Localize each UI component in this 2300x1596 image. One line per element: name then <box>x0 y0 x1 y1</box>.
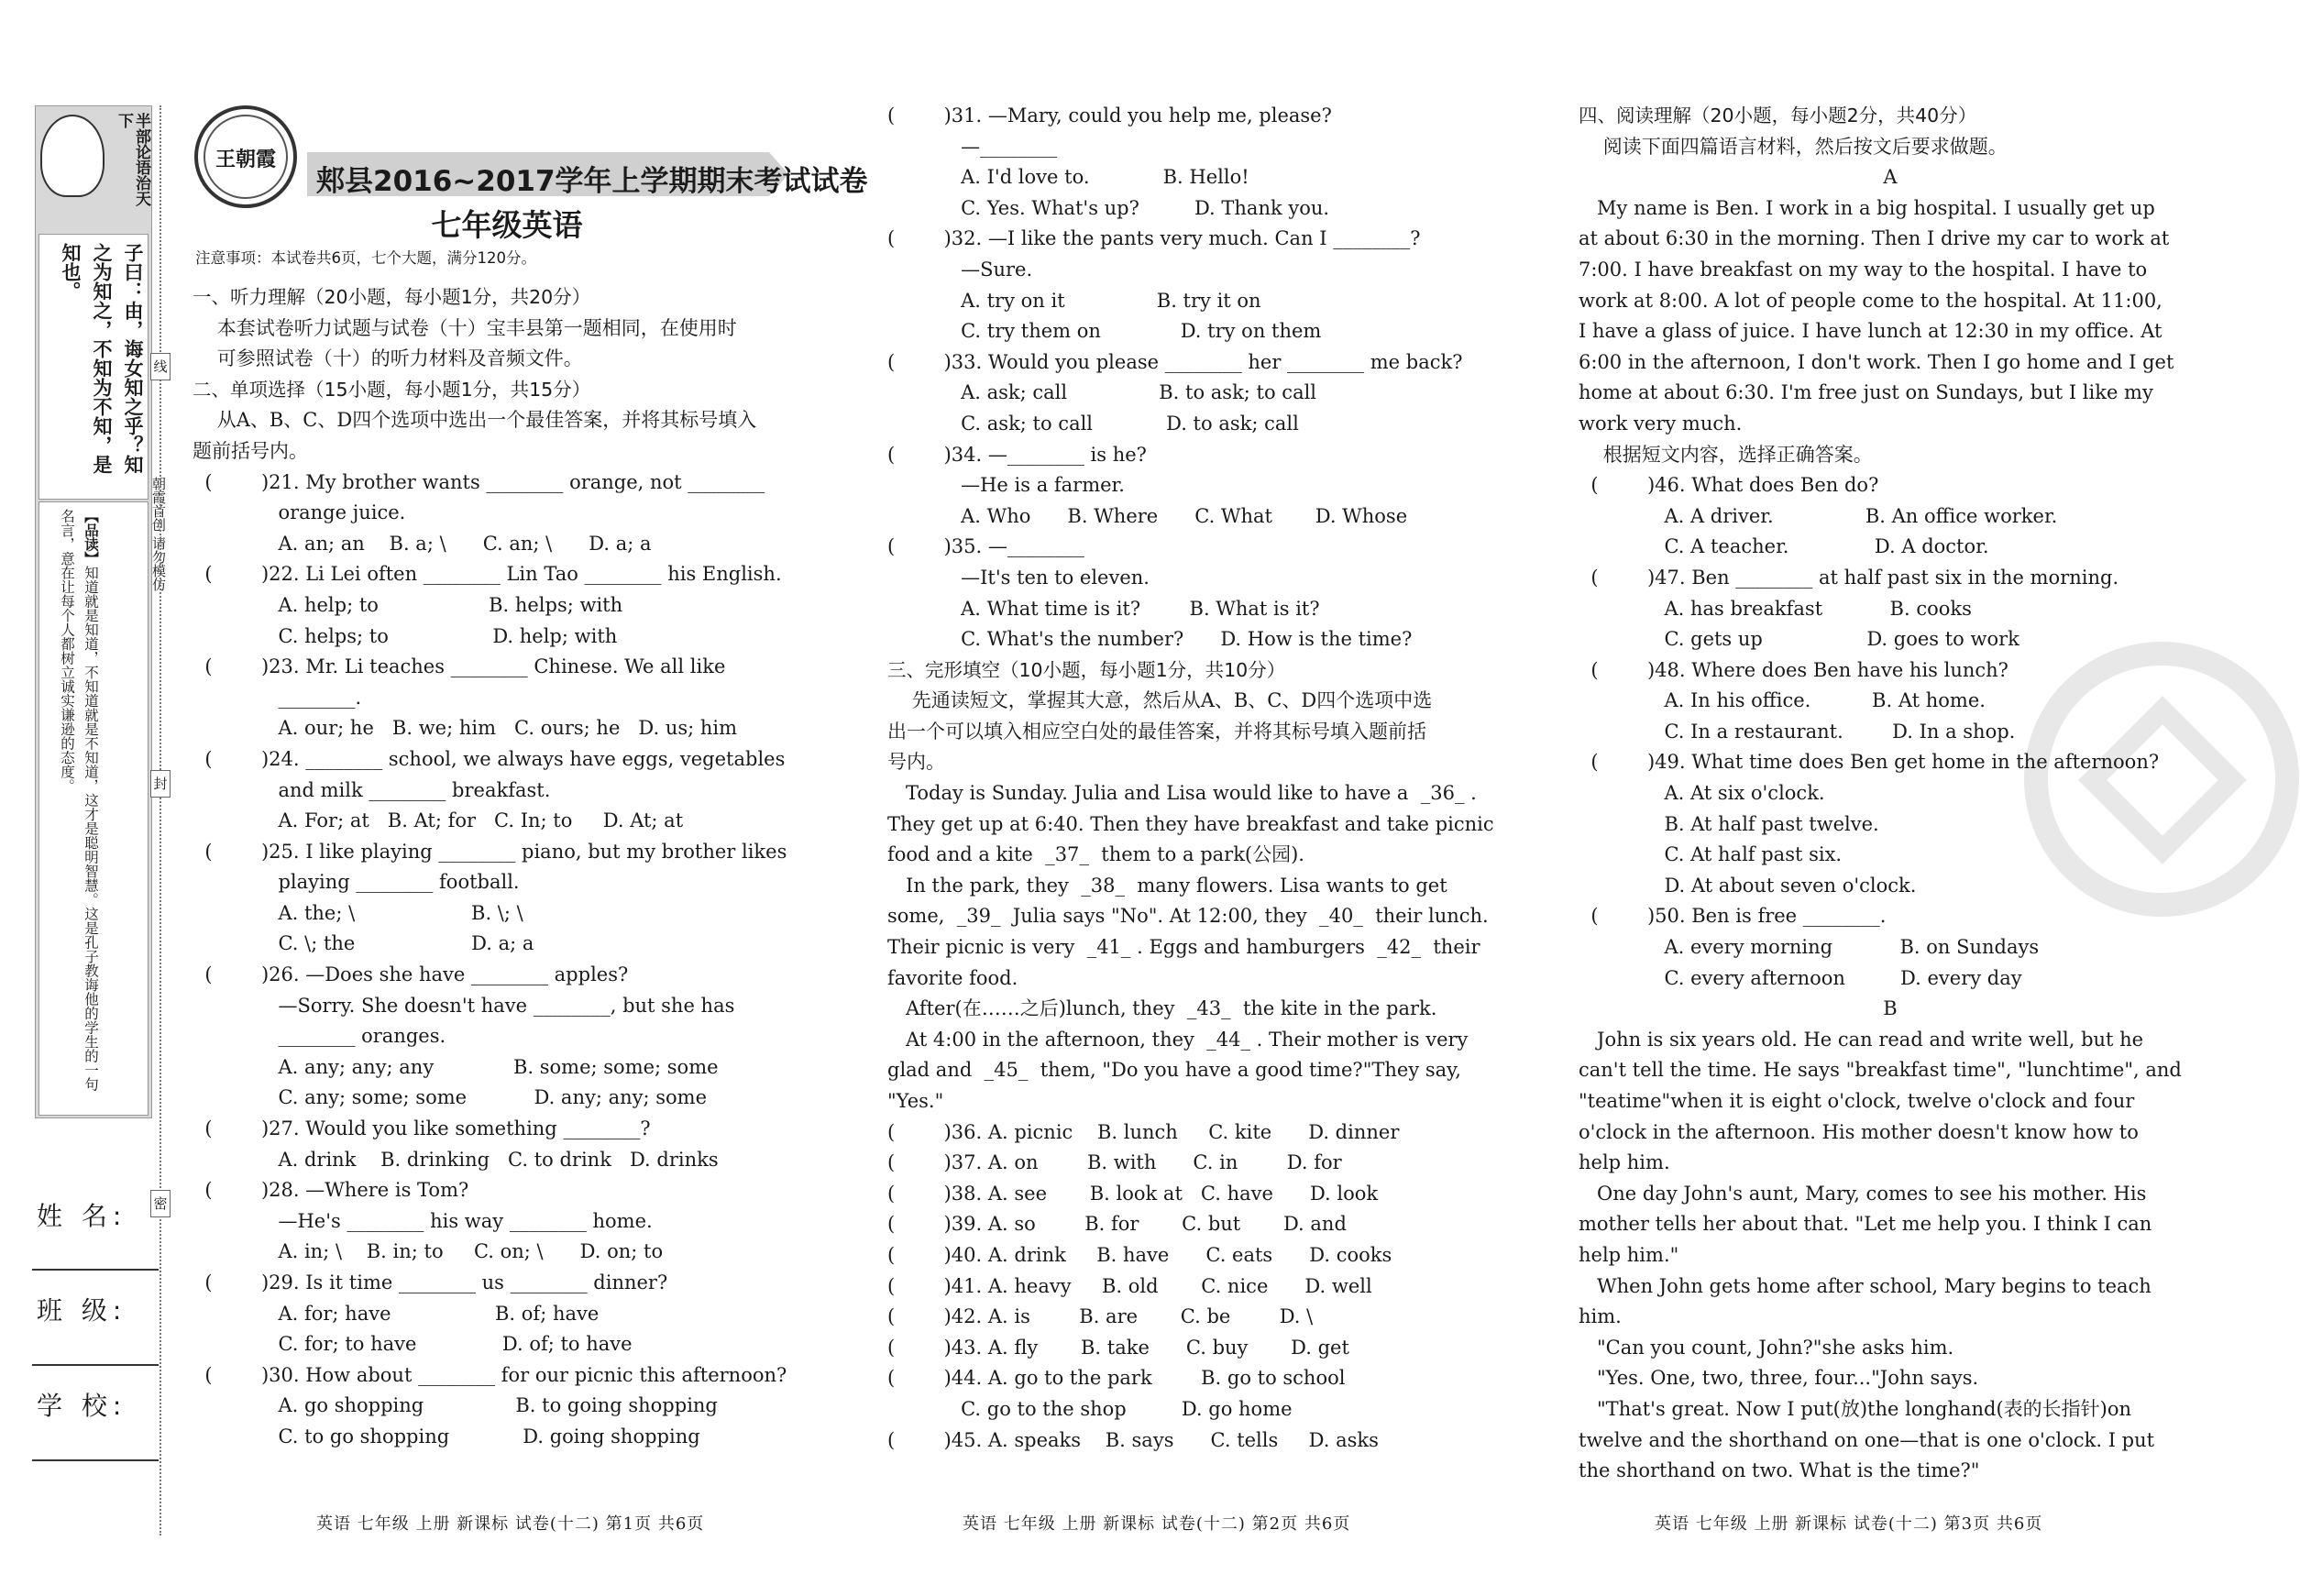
text-line: A. try on it B. try it on <box>887 289 1261 312</box>
text-line: "Can you count, John?"she asks him. <box>1579 1336 1954 1359</box>
text-line: ( )28. —Where is Tom? <box>193 1179 469 1202</box>
text-line: A <box>1883 166 1898 189</box>
text-line: ( )36. A. picnic B. lunch C. kite D. dinner <box>887 1120 1400 1143</box>
text-line: C. for; to have D. of; to have <box>193 1333 633 1356</box>
text-line: A. help; to B. helps; with <box>193 593 623 616</box>
text-line: —________ <box>887 135 1058 158</box>
text-line: A. What time is it? B. What is it? <box>887 597 1320 620</box>
cartoon-figure <box>40 115 105 197</box>
cut-mark-secret: 密 <box>150 1190 171 1217</box>
text-line: A. drink B. drinking C. to drink D. drinks <box>193 1148 719 1171</box>
text-line: ( )43. A. fly B. take C. buy D. get <box>887 1336 1349 1359</box>
text-line: —Sure. <box>887 258 1033 281</box>
text-line: —He is a farmer. <box>887 474 1125 497</box>
text-line: ( )50. Ben is free ________. <box>1579 905 1887 928</box>
page3-column <box>1579 101 2202 1487</box>
text-line: 出一个可以填入相应空白处的最佳答案，并将其标号填入题前括 <box>887 720 1426 743</box>
text-line: C. helps; to D. help; with <box>193 624 618 647</box>
brand-note: 朝霞首创 请勿模仿 <box>150 477 167 591</box>
logo <box>194 105 297 208</box>
class-field-line[interactable] <box>32 1364 159 1366</box>
text-line: —It's ten to eleven. <box>887 566 1150 589</box>
text-line: 从A、B、C、D四个选项中选出一个最佳答案，并将其标号填入 <box>193 409 757 432</box>
text-line: o'clock in the afternoon. His mother doesn't know how to <box>1579 1120 2139 1143</box>
text-line: B. At half past twelve. <box>1579 812 1879 835</box>
section-heading: 四、阅读理解（20小题，每小题2分，共40分） <box>1579 105 1977 127</box>
text-line: 本套试卷听力试题与试卷（十）宝丰县第一题相同，在使用时 <box>193 316 737 339</box>
text-line: at about 6:30 in the morning. Then I drive my car to work at <box>1579 227 2170 250</box>
text-line: B <box>1883 997 1898 1020</box>
page1-column <box>193 282 816 1453</box>
text-line: some, _39_ Julia says "No". At 12:00, they _40_ their lunch. <box>887 905 1489 928</box>
text-line: A. At six o'clock. <box>1579 782 1825 805</box>
text-line: ________ oranges. <box>193 1025 446 1048</box>
section-heading: 三、完形填空（10小题，每小题1分，共10分） <box>887 658 1286 681</box>
text-line: "Yes." <box>887 1090 944 1112</box>
name-label: 姓 名: <box>37 1201 127 1231</box>
sidebar-quote: 子曰：由，诲女知之乎？知之为知之，不知为不知，是知也。 <box>60 243 144 474</box>
text-line: ( )38. A. see B. look at C. have D. look <box>887 1182 1379 1205</box>
cut-line <box>160 105 161 1535</box>
text-line: A. Who B. Where C. What D. Whose <box>887 504 1408 527</box>
text-line: C. In a restaurant. D. In a shop. <box>1579 720 2016 743</box>
text-line: John is six years old. He can read and write well, but he <box>1579 1028 2144 1051</box>
text-line: ( )34. —________ is he? <box>887 443 1147 466</box>
text-line: A. every morning B. on Sundays <box>1579 936 2040 959</box>
text-line: After(在……之后)lunch, they _43_ the kite in the park. <box>887 997 1437 1020</box>
text-line: ( )49. What time does Ben get home in the afternoon? <box>1579 751 2160 774</box>
text-line: I have a glass of juice. I have lunch at 12:30 in my office. At <box>1579 320 2162 343</box>
text-line: C. Yes. What's up? D. Thank you. <box>887 196 1330 219</box>
text-line: orange juice. <box>193 501 406 524</box>
text-line: My name is Ben. I work in a big hospital. I usually get up <box>1579 196 2155 219</box>
section-heading: 一、听力理解（20小题，每小题1分，共20分） <box>193 286 591 308</box>
text-line: 6:00 in the afternoon, I don't work. Then I go home and I get <box>1579 350 2174 373</box>
text-line: A. our; he B. we; him C. ours; he D. us; him <box>193 717 738 740</box>
text-line: ( )25. I like playing ________ piano, but my brother likes <box>193 840 787 863</box>
text-line: A. for; have B. of; have <box>193 1302 600 1325</box>
text-line: 根据短文内容，选择正确答案。 <box>1579 443 1873 466</box>
text-line: When John gets home after school, Mary begins to teach <box>1579 1274 2151 1297</box>
text-line: ( )42. A. is B. are C. be D. \ <box>887 1305 1314 1328</box>
text-line: ( )24. ________ school, we always have eggs, vegetables <box>193 747 786 770</box>
text-line: A. For; at B. At; for C. In; to D. At; at <box>193 809 684 832</box>
text-line: playing ________ football. <box>193 871 520 894</box>
text-line: ( )47. Ben ________ at half past six in the morning. <box>1579 566 2119 589</box>
text-line: Their picnic is very _41_ . Eggs and hamburgers _42_ their <box>887 936 1480 959</box>
text-line: A. go shopping B. to going shopping <box>193 1394 718 1417</box>
text-line: him. <box>1579 1305 1622 1328</box>
school-label: 学 校: <box>37 1391 127 1421</box>
text-line: ( )35. —________ <box>887 535 1084 558</box>
text-line: C. ask; to call D. to ask; call <box>887 412 1299 435</box>
text-line: work very much. <box>1579 412 1743 435</box>
exam-subtitle: 七年级英语 <box>431 207 583 243</box>
text-line: C. try them on D. try on them <box>887 320 1322 343</box>
text-line: 题前括号内。 <box>193 439 308 462</box>
school-field-line[interactable] <box>32 1459 159 1461</box>
text-line: ( )41. A. heavy B. old C. nice D. well <box>887 1274 1372 1297</box>
text-line: 可参照试卷（十）的听力材料及音频文件。 <box>193 347 583 370</box>
text-line: ( )33. Would you please ________ her ________ me back? <box>887 350 1463 373</box>
text-line: ( )23. Mr. Li teaches ________ Chinese. We all like <box>193 655 726 678</box>
text-line: favorite food. <box>887 966 1018 989</box>
text-line: ( )22. Li Lei often ________ Lin Tao ________ his English. <box>193 563 782 586</box>
text-line: 阅读下面四篇语言材料，然后按文后要求做题。 <box>1579 135 2008 158</box>
text-line: ( )48. Where does Ben have his lunch? <box>1579 658 2008 681</box>
text-line: C. \; the D. a; a <box>193 932 534 955</box>
text-line: At 4:00 in the afternoon, they _44_ . Their mother is very <box>887 1028 1469 1051</box>
text-line: home at about 6:30. I'm free just on Sundays, but I like my <box>1579 381 2153 404</box>
exam-title: 郏县2016~2017学年上学期期末考试试卷 <box>316 165 868 198</box>
text-line: C. At half past six. <box>1579 843 1843 866</box>
reading-label: 【品读】 <box>83 509 99 566</box>
text-line: mother tells her about that. "Let me help you. I think I can <box>1579 1213 2152 1236</box>
text-line: One day John's aunt, Mary, comes to see his mother. His <box>1579 1182 2147 1205</box>
section-heading: 二、单项选择（15小题，每小题1分，共15分） <box>193 378 591 401</box>
text-line: twelve and the shorthand on one—that is one o'clock. I put <box>1579 1428 2155 1451</box>
footer-page1: 英语 七年级 上册 新课标 试卷(十二) 第1页 共6页 <box>316 1514 705 1534</box>
text-line: 先通读短文，掌握其大意，然后从A、B、C、D四个选项中选 <box>887 689 1433 712</box>
text-line: food and a kite _37_ them to a park(公园). <box>887 843 1304 866</box>
footer-page2: 英语 七年级 上册 新课标 试卷(十二) 第2页 共6页 <box>963 1514 1351 1534</box>
sidebar <box>28 105 150 1123</box>
text-line: They get up at 6:40. Then they have breakfast and take picnic <box>887 812 1494 835</box>
text-line: ( )46. What does Ben do? <box>1579 474 1879 497</box>
text-line: A. ask; call B. to ask; to call <box>887 381 1317 404</box>
text-line: —Sorry. She doesn't have ________, but she has <box>193 994 735 1017</box>
text-line: C. any; some; some D. any; any; some <box>193 1086 708 1109</box>
text-line: A. I'd love to. B. Hello! <box>887 166 1249 189</box>
text-line: help him." <box>1579 1243 1679 1266</box>
text-line: C. to go shopping D. going shopping <box>193 1425 700 1447</box>
text-line: ( )32. —I like the pants very much. Can I ________? <box>887 227 1421 250</box>
text-line: work at 8:00. A lot of people come to the hospital. At 11:00, <box>1579 289 2162 312</box>
text-line: A. an; an B. a; \ C. an; \ D. a; a <box>193 532 652 555</box>
logo-text: 王朝霞 <box>215 148 276 171</box>
text-line: A. A driver. B. An office worker. <box>1579 504 2058 527</box>
text-line: C. gets up D. goes to work <box>1579 628 2019 651</box>
text-line: 7:00. I have breakfast on my way to the hospital. I have to <box>1579 258 2148 281</box>
text-line: 号内。 <box>887 751 945 774</box>
class-label: 班 级: <box>37 1295 127 1326</box>
text-line: ( )37. A. on B. with C. in D. for <box>887 1151 1342 1174</box>
sidebar-reading <box>55 509 103 1105</box>
text-line: can't tell the time. He says "breakfast time", "lunchtime", and <box>1579 1059 2182 1082</box>
text-line: A. in; \ B. in; to C. on; \ D. on; to <box>193 1240 664 1263</box>
text-line: "That's great. Now I put(放)the longhand(表的长指针)on <box>1579 1397 2132 1420</box>
text-line: ( )44. A. go to the park B. go to school <box>887 1367 1346 1390</box>
text-line: C. What's the number? D. How is the time? <box>887 628 1413 651</box>
text-line: ( )31. —Mary, could you help me, please? <box>887 105 1332 127</box>
name-field-line[interactable] <box>32 1269 159 1271</box>
text-line: A. any; any; any B. some; some; some <box>193 1055 719 1078</box>
exam-notice: 注意事项：本试卷共6页，七个大题，满分120分。 <box>195 249 536 267</box>
text-line: C. go to the shop D. go home <box>887 1397 1293 1420</box>
reading-text: 知道就是知道，不知道就是不知道，这才是聪明智慧。这是孔子教诲他的学生的一句名言，意在让每个人都树立诚实谦逊的态度。 <box>59 509 99 1092</box>
text-line: D. At about seven o'clock. <box>1579 874 1917 897</box>
text-line: ( )27. Would you like something ________? <box>193 1117 651 1140</box>
text-line: ( )26. —Does she have ________ apples? <box>193 963 629 986</box>
text-line: A. the; \ B. \; \ <box>193 901 523 924</box>
text-line: A. In his office. B. At home. <box>1579 689 1986 712</box>
text-line: C. A teacher. D. A doctor. <box>1579 535 1989 558</box>
text-line: ( )29. Is it time ________ us ________ dinner? <box>193 1271 668 1293</box>
text-line: ( )45. A. speaks B. says C. tells D. asks <box>887 1428 1379 1451</box>
page2-column <box>887 101 1511 1456</box>
text-line: —He's ________ his way ________ home. <box>193 1209 653 1232</box>
text-line: In the park, they _38_ many flowers. Lisa wants to get <box>887 874 1447 897</box>
text-line: ( )40. A. drink B. have C. eats D. cooks <box>887 1243 1392 1266</box>
text-line: ________. <box>193 686 362 709</box>
footer-page3: 英语 七年级 上册 新课标 试卷(十二) 第3页 共6页 <box>1655 1514 2043 1534</box>
sidebar-top-label: 半部论语治天下 <box>115 113 150 206</box>
cut-mark-line: 线 <box>150 353 171 380</box>
cut-mark-seal: 封 <box>150 770 171 798</box>
text-line: ( )21. My brother wants ________ orange, not ________ <box>193 470 765 493</box>
text-line: C. every afternoon D. every day <box>1579 966 2022 989</box>
text-line: the shorthand on two. What is the time?" <box>1579 1459 1980 1482</box>
text-line: Today is Sunday. Julia and Lisa would like to have a _36_ . <box>887 782 1477 805</box>
text-line: "Yes. One, two, three, four..."John says. <box>1579 1367 1979 1390</box>
text-line: and milk ________ breakfast. <box>193 778 551 801</box>
text-line: ( )30. How about ________ for our picnic this afternoon? <box>193 1363 787 1386</box>
text-line: ( )39. A. so B. for C. but D. and <box>887 1213 1347 1236</box>
text-line: glad and _45_ them, "Do you have a good time?"They say, <box>887 1059 1461 1082</box>
text-line: help him. <box>1579 1151 1670 1174</box>
text-line: "teatime"when it is eight o'clock, twelve o'clock and four <box>1579 1090 2135 1112</box>
text-line: A. has breakfast B. cooks <box>1579 597 1972 620</box>
